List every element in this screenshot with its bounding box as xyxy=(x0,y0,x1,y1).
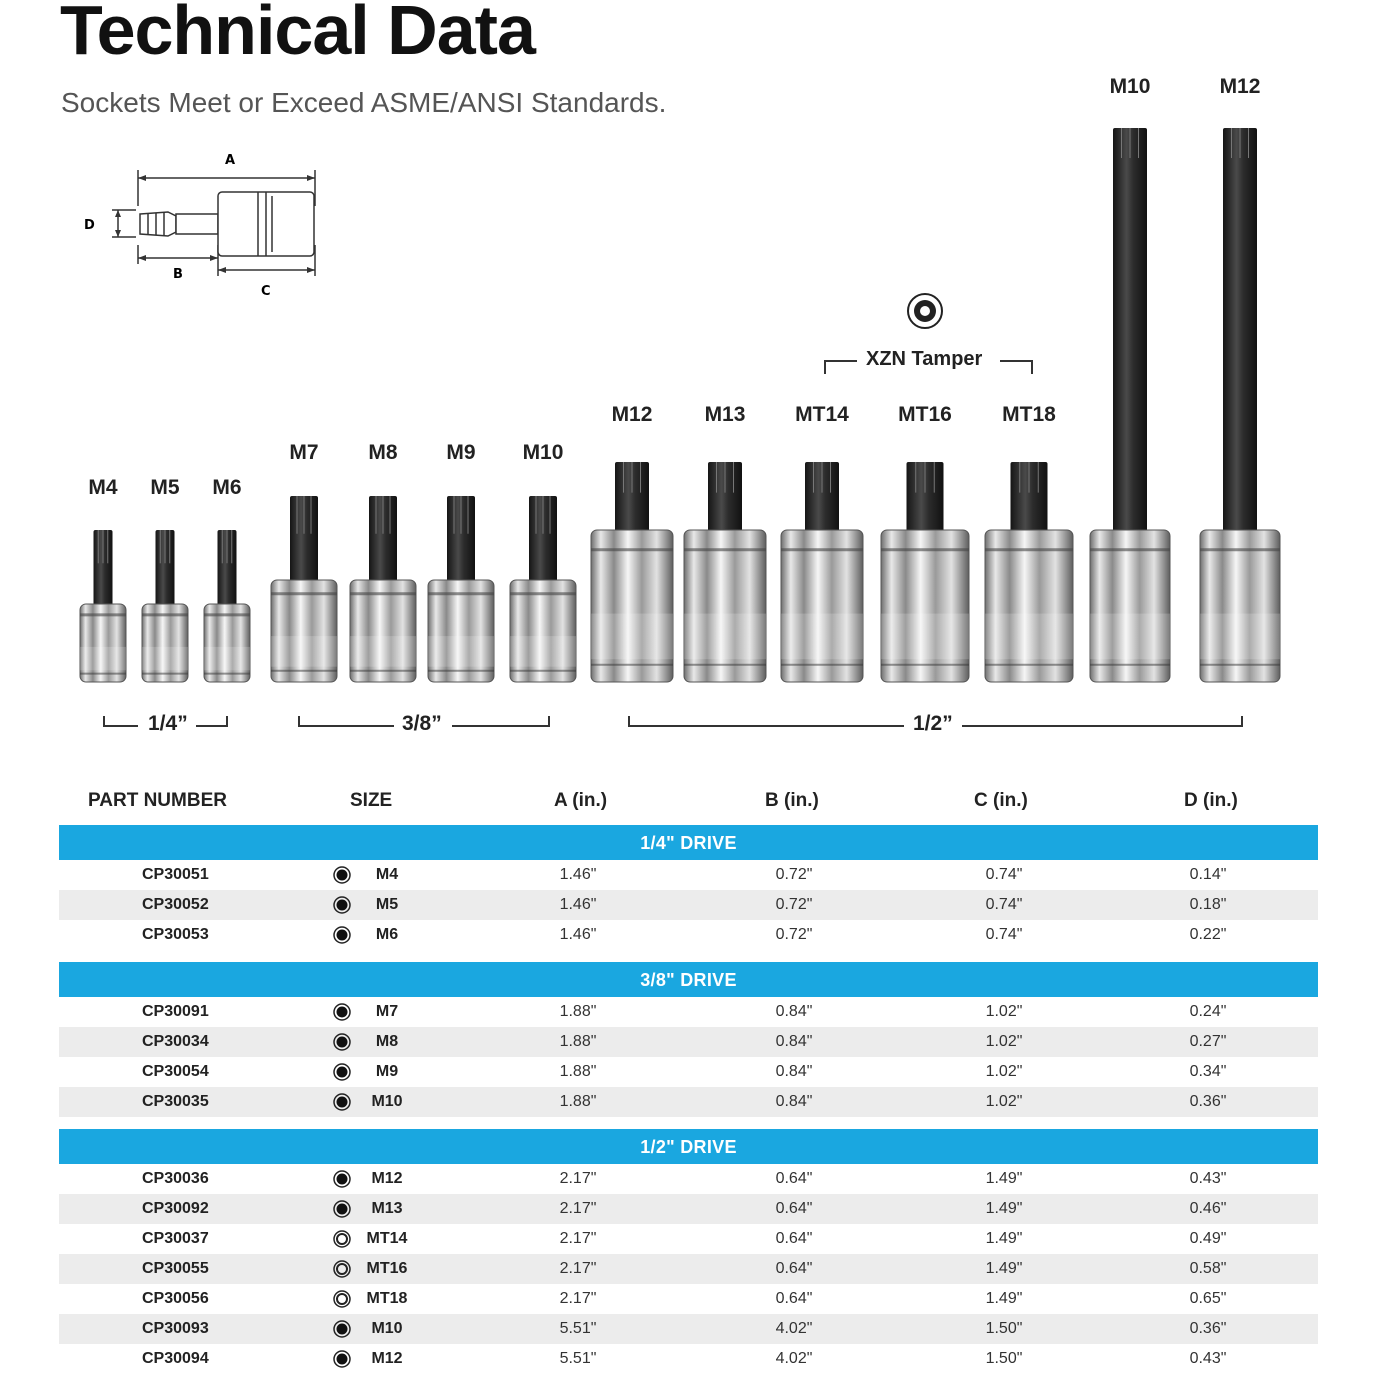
header-size: SIZE xyxy=(350,790,393,811)
dim-a-cell: 1.46" xyxy=(559,896,597,913)
dim-d-cell: 0.46" xyxy=(1189,1200,1227,1217)
dim-a-cell: 2.17" xyxy=(559,1290,597,1307)
dim-c-cell: 1.49" xyxy=(985,1170,1023,1187)
xzn-spline-icon xyxy=(333,1093,351,1111)
size-cell: M5 xyxy=(375,896,399,913)
section-gap xyxy=(59,950,1318,962)
dim-a-cell: 1.88" xyxy=(559,1093,597,1110)
size-cell: M4 xyxy=(375,866,399,883)
dim-b-cell: 0.64" xyxy=(775,1170,813,1187)
socket-label: M7 xyxy=(289,441,319,464)
socket-m10-6 xyxy=(510,496,576,682)
part-number-cell: CP30035 xyxy=(142,1093,209,1110)
dim-c-cell: 1.02" xyxy=(985,1063,1023,1080)
section-gap xyxy=(59,1117,1318,1129)
spec-table xyxy=(59,825,1318,1374)
socket-label: M13 xyxy=(704,403,746,426)
dim-d-cell: 0.43" xyxy=(1189,1350,1227,1367)
socket-label: MT14 xyxy=(795,403,849,426)
xzn-spline-icon xyxy=(333,896,351,914)
dim-d-cell: 0.43" xyxy=(1189,1170,1227,1187)
socket-label: M9 xyxy=(446,441,476,464)
dim-c-cell: 1.49" xyxy=(985,1200,1023,1217)
dim-d-cell: 0.14" xyxy=(1189,866,1227,883)
dim-label-c: C xyxy=(261,284,271,299)
dim-b-cell: 0.72" xyxy=(775,896,813,913)
header-part-number: PART NUMBER xyxy=(88,790,227,811)
part-number-cell: CP30093 xyxy=(142,1320,209,1337)
part-number-cell: CP30052 xyxy=(142,896,209,913)
dim-a-cell: 5.51" xyxy=(559,1320,597,1337)
header-d: D (in.) xyxy=(1184,790,1238,811)
dim-d-cell: 0.34" xyxy=(1189,1063,1227,1080)
size-cell: MT16 xyxy=(366,1260,408,1277)
dim-c-cell: 1.49" xyxy=(985,1260,1023,1277)
dim-a-cell: 1.88" xyxy=(559,1033,597,1050)
drive-group-three-eighths: 3/8” xyxy=(396,712,448,736)
socket-label: M12 xyxy=(1219,75,1261,98)
drive-group-quarter: 1/4” xyxy=(142,712,194,736)
size-cell: M12 xyxy=(371,1170,403,1187)
size-cell: M7 xyxy=(375,1003,399,1020)
socket-label: M4 xyxy=(88,476,118,499)
size-cell: M6 xyxy=(375,926,399,943)
socket-m12-13 xyxy=(1200,128,1280,682)
dim-a-cell: 1.88" xyxy=(559,1003,597,1020)
xzn-spline-icon xyxy=(333,926,351,944)
table-row xyxy=(59,1344,1318,1374)
dim-label-d: D xyxy=(84,218,95,233)
xzn-tamper-icon xyxy=(333,1260,351,1278)
part-number-cell: CP30094 xyxy=(142,1350,209,1367)
socket-m4-0 xyxy=(80,530,126,682)
dim-c-cell: 1.50" xyxy=(985,1350,1023,1367)
dim-c-cell: 1.50" xyxy=(985,1320,1023,1337)
dim-c-cell: 0.74" xyxy=(985,896,1023,913)
dim-c-cell: 1.49" xyxy=(985,1230,1023,1247)
dim-b-cell: 0.64" xyxy=(775,1260,813,1277)
dim-a-cell: 2.17" xyxy=(559,1230,597,1247)
size-cell: M13 xyxy=(371,1200,403,1217)
dim-a-cell: 2.17" xyxy=(559,1170,597,1187)
part-number-cell: CP30036 xyxy=(142,1170,209,1187)
dim-a-cell: 1.46" xyxy=(559,866,597,883)
part-number-cell: CP30055 xyxy=(142,1260,209,1277)
table-row xyxy=(59,1027,1318,1057)
size-cell: M10 xyxy=(371,1320,403,1337)
dim-d-cell: 0.18" xyxy=(1189,896,1227,913)
table-row xyxy=(59,890,1318,920)
size-cell: M12 xyxy=(371,1350,403,1367)
dim-b-cell: 0.64" xyxy=(775,1200,813,1217)
socket-label: M10 xyxy=(522,441,564,464)
dim-c-cell: 0.74" xyxy=(985,926,1023,943)
socket-label: MT18 xyxy=(1002,403,1056,426)
drive-section-header: 1/4" DRIVE xyxy=(59,825,1318,860)
dim-c-cell: 1.02" xyxy=(985,1033,1023,1050)
part-number-cell: CP30037 xyxy=(142,1230,209,1247)
dim-b-cell: 4.02" xyxy=(775,1350,813,1367)
socket-m13-8 xyxy=(684,462,766,682)
socket-m8-4 xyxy=(350,496,416,682)
header-b: B (in.) xyxy=(765,790,819,811)
table-row xyxy=(59,1087,1318,1117)
dim-d-cell: 0.65" xyxy=(1189,1290,1227,1307)
socket-m7-3 xyxy=(271,496,337,682)
table-row xyxy=(59,1254,1318,1284)
dim-b-cell: 0.84" xyxy=(775,1003,813,1020)
dim-d-cell: 0.36" xyxy=(1189,1320,1227,1337)
dim-label-b: B xyxy=(173,267,183,282)
part-number-cell: CP30051 xyxy=(142,866,209,883)
size-cell: M10 xyxy=(371,1093,403,1110)
socket-label: M12 xyxy=(611,403,653,426)
dim-b-cell: 0.72" xyxy=(775,926,813,943)
dim-c-cell: 1.02" xyxy=(985,1093,1023,1110)
table-row xyxy=(59,1164,1318,1194)
xzn-spline-icon xyxy=(333,1003,351,1021)
dim-b-cell: 0.84" xyxy=(775,1033,813,1050)
table-row xyxy=(59,1194,1318,1224)
part-number-cell: CP30034 xyxy=(142,1033,209,1050)
dim-label-a: A xyxy=(225,153,236,168)
dim-a-cell: 1.88" xyxy=(559,1063,597,1080)
table-row xyxy=(59,1284,1318,1314)
xzn-spline-icon xyxy=(333,1063,351,1081)
xzn-spline-icon xyxy=(333,1200,351,1218)
size-cell: MT14 xyxy=(366,1230,408,1247)
part-number-cell: CP30054 xyxy=(142,1063,209,1080)
dim-d-cell: 0.24" xyxy=(1189,1003,1227,1020)
dim-d-cell: 0.36" xyxy=(1189,1093,1227,1110)
socket-mt14-9 xyxy=(781,462,863,682)
table-row xyxy=(59,1057,1318,1087)
drive-section-header: 3/8" DRIVE xyxy=(59,962,1318,997)
dim-d-cell: 0.58" xyxy=(1189,1260,1227,1277)
dim-a-cell: 5.51" xyxy=(559,1350,597,1367)
dim-b-cell: 0.72" xyxy=(775,866,813,883)
part-number-cell: CP30056 xyxy=(142,1290,209,1307)
dim-c-cell: 1.02" xyxy=(985,1003,1023,1020)
dim-b-cell: 0.84" xyxy=(775,1063,813,1080)
socket-label: M8 xyxy=(368,441,398,464)
drive-group-half: 1/2” xyxy=(907,712,959,736)
dim-d-cell: 0.22" xyxy=(1189,926,1227,943)
table-row xyxy=(59,997,1318,1027)
xzn-spline-icon xyxy=(333,1320,351,1338)
dim-b-cell: 0.64" xyxy=(775,1290,813,1307)
dim-c-cell: 1.49" xyxy=(985,1290,1023,1307)
xzn-spline-icon xyxy=(333,1170,351,1188)
dim-c-cell: 0.74" xyxy=(985,866,1023,883)
socket-m5-1 xyxy=(142,530,188,682)
dim-a-cell: 1.46" xyxy=(559,926,597,943)
socket-label: M10 xyxy=(1109,75,1151,98)
part-number-cell: CP30053 xyxy=(142,926,209,943)
socket-m10-12 xyxy=(1090,128,1170,682)
dim-b-cell: 0.64" xyxy=(775,1230,813,1247)
size-cell: MT18 xyxy=(366,1290,408,1307)
dim-a-cell: 2.17" xyxy=(559,1260,597,1277)
socket-m12-7 xyxy=(591,462,673,682)
tamper-icon xyxy=(908,294,942,328)
dim-a-cell: 2.17" xyxy=(559,1200,597,1217)
xzn-tamper-icon xyxy=(333,1290,351,1308)
size-cell: M8 xyxy=(375,1033,399,1050)
drive-section-header: 1/2" DRIVE xyxy=(59,1129,1318,1164)
socket-mt18-11 xyxy=(985,462,1073,682)
header-a: A (in.) xyxy=(554,790,608,811)
part-number-cell: CP30092 xyxy=(142,1200,209,1217)
table-row xyxy=(59,860,1318,890)
xzn-spline-icon xyxy=(333,1350,351,1368)
dim-b-cell: 4.02" xyxy=(775,1320,813,1337)
xzn-tamper-label: XZN Tamper xyxy=(866,348,983,370)
header-c: C (in.) xyxy=(974,790,1028,811)
page-title: Technical Data xyxy=(60,0,535,69)
socket-mt16-10 xyxy=(881,462,969,682)
xzn-tamper-icon xyxy=(333,1230,351,1248)
part-number-cell: CP30091 xyxy=(142,1003,209,1020)
dim-b-cell: 0.84" xyxy=(775,1093,813,1110)
socket-label: M5 xyxy=(150,476,180,499)
xzn-spline-icon xyxy=(333,1033,351,1051)
dim-d-cell: 0.49" xyxy=(1189,1230,1227,1247)
xzn-spline-icon xyxy=(333,866,351,884)
dim-d-cell: 0.27" xyxy=(1189,1033,1227,1050)
socket-label: MT16 xyxy=(898,403,952,426)
size-cell: M9 xyxy=(375,1063,399,1080)
table-row xyxy=(59,1314,1318,1344)
socket-m6-2 xyxy=(204,530,250,682)
table-row xyxy=(59,1224,1318,1254)
socket-label: M6 xyxy=(212,476,242,499)
table-row xyxy=(59,920,1318,950)
page-subtitle: Sockets Meet or Exceed ASME/ANSI Standards. xyxy=(61,87,667,118)
socket-m9-5 xyxy=(428,496,494,682)
